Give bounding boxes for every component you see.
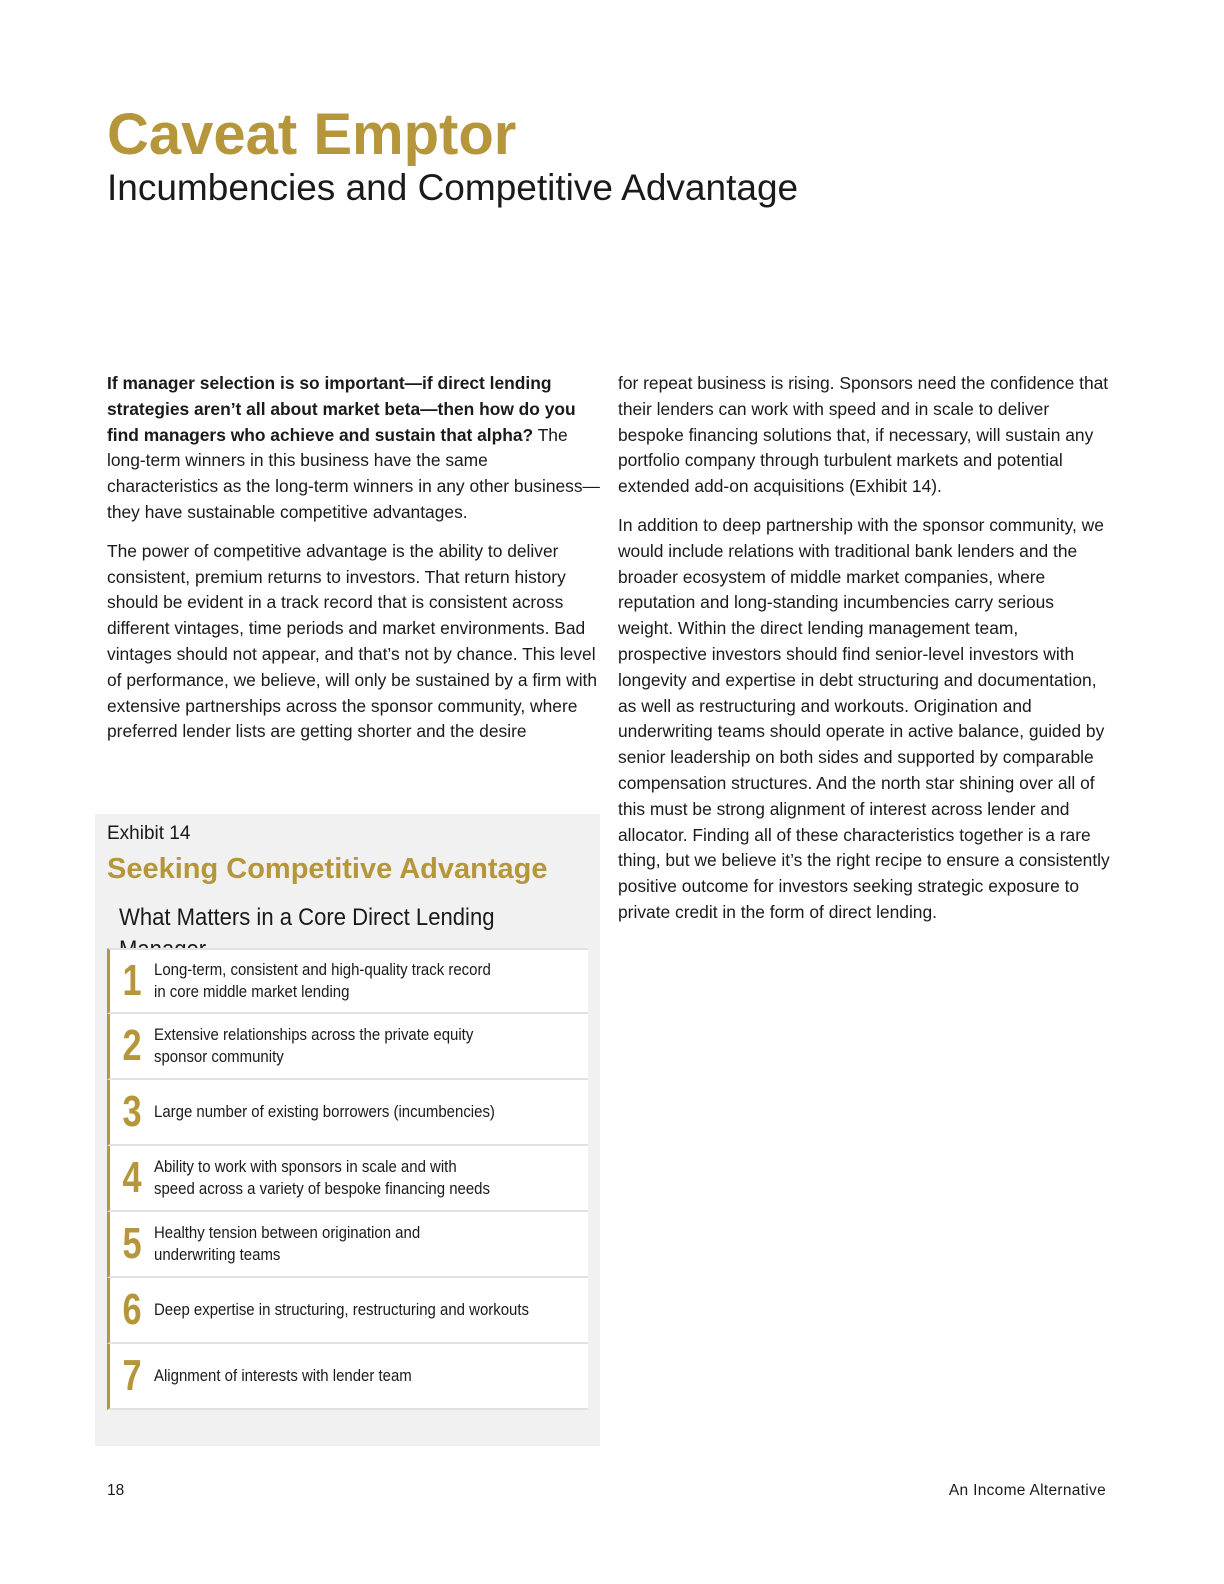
list-item xyxy=(107,1344,588,1410)
exhibit-subtitle: What Matters in a Core Direct Lending xyxy=(119,904,495,931)
exhibit-list xyxy=(107,948,588,1410)
list-item xyxy=(107,1146,588,1212)
intro-lead: If manager selection is so important—if direct lending strategies aren’t all about market beta—then how do you find managers who achieve and sustain that alpha? xyxy=(107,373,576,445)
right-paragraph-1: for repeat business is rising. Sponsors need the confidence that their lenders can work with speed and in scale to deliver bespoke financing solutions that, if necessary, will sustain any portfolio company through turbulent markets and potential extended add-on acquisitions (Exhibit 14). xyxy=(618,373,1109,497)
page-title: Caveat Emptor xyxy=(107,102,517,167)
item-number: 1 xyxy=(122,956,142,1005)
item-text: Extensive relationships across the private equity sponsor community xyxy=(154,1025,474,1066)
exhibit-title: Seeking Competitive Advantage xyxy=(107,853,548,885)
right-column xyxy=(618,371,1110,939)
item-text: Long-term, consistent and high-quality track record in core middle market lending xyxy=(154,960,491,1001)
list-item xyxy=(107,1212,588,1278)
exhibit-box xyxy=(95,814,600,1446)
list-item xyxy=(107,1014,588,1080)
item-number: 5 xyxy=(122,1219,142,1268)
page-number: 18 xyxy=(107,1482,125,1499)
item-number: 2 xyxy=(122,1021,142,1070)
publication-name: An Income Alternative xyxy=(948,1482,1106,1499)
left-column xyxy=(107,371,602,758)
item-text: Healthy tension between origination and underwriting teams xyxy=(154,1223,421,1264)
right-paragraph-2: In addition to deep partnership with the sponsor community, we would include relations with traditional bank lenders and the broader ecosystem of middle market companies, where reputation and long-standing incumbencies carry serious weight. Within the direct lending management team, prospective investors should find senior-level investors with longevity and expertise in debt structuring and documentation, as well as restructuring and workouts. Origination and underwriting teams should operate in active balance, guided by senior leadership on both sides and supported by comparable compensation structures. And the north star shining over all of this must be strong alignment of interest across lender and allocator. Finding all of these characteristics together is a rare thing, but we believe it’s the right recipe to ensure a consistently positive outcome for investors seeking strategic exposure to private credit in the form of direct lending. xyxy=(618,514,1110,922)
item-text: Large number of existing borrowers (incumbencies) xyxy=(154,1102,495,1121)
list-item xyxy=(107,1278,588,1344)
item-number: 6 xyxy=(122,1285,142,1334)
item-number: 7 xyxy=(122,1351,142,1400)
intro-paragraph xyxy=(107,371,602,526)
exhibit-label: Exhibit 14 xyxy=(107,823,191,844)
item-text: Ability to work with sponsors in scale and with speed across a variety of bespoke financing needs xyxy=(154,1157,490,1198)
item-number: 4 xyxy=(122,1153,142,1202)
item-number: 3 xyxy=(122,1087,142,1136)
list-item xyxy=(107,948,588,1014)
left-paragraph-2: The power of competitive advantage is the ability to deliver consistent, premium returns to investors. That return history should be evident in a track record that is consistent across different vintages, time periods and market environments. Bad vintages should not appear, and that’s not by chance. This level of performance, we believe, will only be sustained by a firm with extensive partnerships across the sponsor community, where preferred lender lists are getting shorter and the desire xyxy=(107,540,598,742)
list-item xyxy=(107,1080,588,1146)
intro-rest: The long-term winners in this business have the same characteristics as the long-term winners in any other business—they have sustainable competitive advantages. xyxy=(107,424,600,522)
item-text: Alignment of interests with lender team xyxy=(154,1366,412,1385)
item-text: Deep expertise in structuring, restructuring and workouts xyxy=(154,1300,530,1319)
page-subtitle: Incumbencies and Competitive Advantage xyxy=(107,167,799,208)
